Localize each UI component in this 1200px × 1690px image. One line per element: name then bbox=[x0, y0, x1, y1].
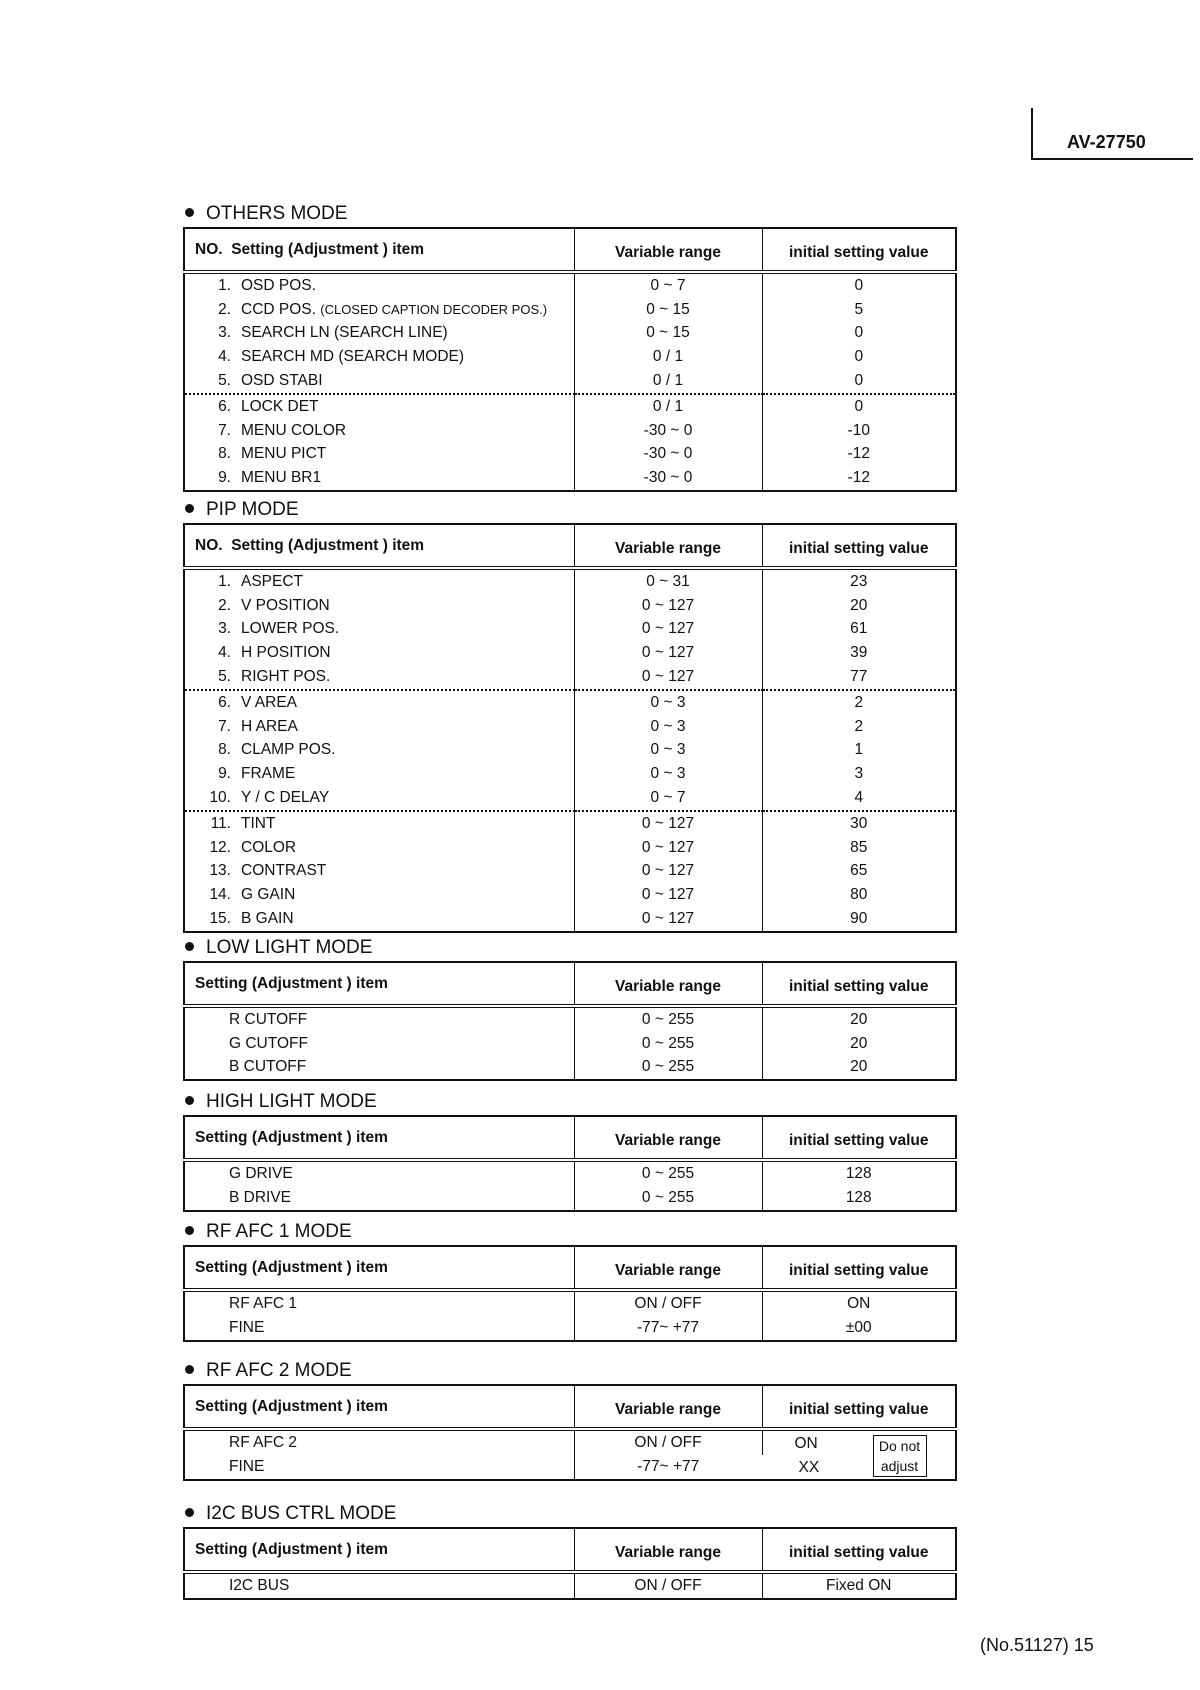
i2c-bus-ctrl-mode-section bbox=[183, 1501, 955, 1600]
column-header-initial: initial setting value bbox=[762, 1116, 956, 1160]
table-row: 14. G GAIN 0 ~ 127 80 bbox=[184, 883, 956, 907]
column-header-initial: initial setting value bbox=[762, 1528, 956, 1572]
column-header-item: Setting (Adjustment ) item bbox=[184, 962, 574, 1006]
others-mode-section bbox=[183, 201, 955, 492]
table-row: 1. OSD POS. 0 ~ 7 0 bbox=[184, 272, 956, 298]
low-light-mode-table bbox=[183, 961, 957, 1081]
do-not-adjust-note: Do not adjust bbox=[873, 1435, 927, 1477]
pip-mode-table bbox=[183, 523, 957, 933]
page-number: (No.51127) 15 bbox=[980, 1635, 1094, 1655]
rf-afc2-mode-section bbox=[183, 1358, 955, 1481]
bullet-icon bbox=[185, 504, 194, 513]
table-header-row bbox=[184, 1528, 956, 1572]
table-row: 6. LOCK DET 0 / 1 0 bbox=[184, 394, 956, 419]
table-header-row bbox=[184, 962, 956, 1006]
bullet-icon bbox=[185, 1226, 194, 1235]
afc2-on-value: ON bbox=[794, 1435, 818, 1452]
column-header-item: Setting (Adjustment ) item bbox=[184, 1246, 574, 1290]
table-row: 3. LOWER POS. 0 ~ 127 61 bbox=[184, 618, 956, 642]
section-title: HIGH LIGHT MODE bbox=[183, 1089, 955, 1115]
column-header-initial: initial setting value bbox=[762, 524, 956, 568]
column-header-range: Variable range bbox=[574, 524, 762, 568]
table-row: R CUTOFF 0 ~ 255 20 bbox=[184, 1006, 956, 1032]
table-row: G CUTOFF 0 ~ 255 20 bbox=[184, 1032, 956, 1056]
column-header-initial: initial setting value bbox=[762, 1246, 956, 1290]
table-header-row bbox=[184, 228, 956, 272]
column-header-initial: initial setting value bbox=[762, 228, 956, 272]
bullet-icon bbox=[185, 1365, 194, 1374]
column-header-range: Variable range bbox=[574, 1528, 762, 1572]
high-light-mode-table bbox=[183, 1115, 957, 1212]
table-row: 4. H POSITION 0 ~ 127 39 bbox=[184, 641, 956, 665]
section-title: RF AFC 1 MODE bbox=[183, 1219, 955, 1245]
column-header-item: Setting (Adjustment ) item bbox=[184, 1528, 574, 1572]
table-header-row bbox=[184, 1246, 956, 1290]
table-row: B CUTOFF 0 ~ 255 20 bbox=[184, 1056, 956, 1081]
bullet-icon bbox=[185, 942, 194, 951]
section-title: I2C BUS CTRL MODE bbox=[183, 1501, 955, 1527]
table-row: FINE -77~ +77 ±00 bbox=[184, 1316, 956, 1341]
afc2-fine-value: XX bbox=[798, 1459, 820, 1476]
table-row: 11. TINT 0 ~ 127 30 bbox=[184, 811, 956, 836]
column-header-item: NO. Setting (Adjustment ) item bbox=[184, 228, 574, 272]
i2c-bus-ctrl-mode-table bbox=[183, 1527, 957, 1600]
section-title: PIP MODE bbox=[183, 497, 955, 523]
table-row: 5. OSD STABI 0 / 1 0 bbox=[184, 369, 956, 394]
high-light-mode-section bbox=[183, 1089, 955, 1212]
table-row: RF AFC 2 ON / OFF ON XX Do not adjust bbox=[184, 1429, 956, 1455]
section-title: RF AFC 2 MODE bbox=[183, 1358, 955, 1384]
bullet-icon bbox=[185, 1508, 194, 1517]
table-header-row bbox=[184, 1116, 956, 1160]
bullet-icon bbox=[185, 208, 194, 217]
table-row: 9. MENU BR1 -30 ~ 0 -12 bbox=[184, 466, 956, 491]
table-row: 5. RIGHT POS. 0 ~ 127 77 bbox=[184, 665, 956, 690]
rf-afc1-mode-table bbox=[183, 1245, 957, 1342]
table-row: 10. Y / C DELAY 0 ~ 7 4 bbox=[184, 786, 956, 811]
column-header-item: NO. Setting (Adjustment ) item bbox=[184, 524, 574, 568]
column-header-initial: initial setting value bbox=[762, 962, 956, 1006]
table-row: FINE -77~ +77 bbox=[184, 1455, 956, 1480]
table-row: G DRIVE 0 ~ 255 128 bbox=[184, 1160, 956, 1186]
column-header-range: Variable range bbox=[574, 1116, 762, 1160]
table-row: 2. CCD POS. (CLOSED CAPTION DECODER POS.) 0 ~ 15 5 bbox=[184, 298, 956, 322]
column-header-range: Variable range bbox=[574, 228, 762, 272]
rf-afc2-mode-table bbox=[183, 1384, 957, 1481]
table-row: 8. MENU PICT -30 ~ 0 -12 bbox=[184, 443, 956, 467]
table-row: 12. COLOR 0 ~ 127 85 bbox=[184, 836, 956, 860]
bullet-icon bbox=[185, 1096, 194, 1105]
table-row: 15. B GAIN 0 ~ 127 90 bbox=[184, 907, 956, 932]
table-row: 7. MENU COLOR -30 ~ 0 -10 bbox=[184, 419, 956, 443]
column-header-range: Variable range bbox=[574, 962, 762, 1006]
table-row: 4. SEARCH MD (SEARCH MODE) 0 / 1 0 bbox=[184, 345, 956, 369]
table-header-row bbox=[184, 1385, 956, 1429]
model-number-block bbox=[1031, 108, 1193, 160]
table-row: RF AFC 1 ON / OFF ON bbox=[184, 1290, 956, 1316]
model-number: AV-27750 bbox=[1067, 132, 1146, 152]
column-header-initial: initial setting value bbox=[762, 1385, 956, 1429]
section-title: LOW LIGHT MODE bbox=[183, 935, 955, 961]
table-row: 2. V POSITION 0 ~ 127 20 bbox=[184, 594, 956, 618]
others-mode-table bbox=[183, 227, 957, 492]
rf-afc1-mode-section bbox=[183, 1219, 955, 1342]
table-header-row bbox=[184, 524, 956, 568]
column-header-item: Setting (Adjustment ) item bbox=[184, 1385, 574, 1429]
section-title: OTHERS MODE bbox=[183, 201, 955, 227]
table-row: 1. ASPECT 0 ~ 31 23 bbox=[184, 568, 956, 594]
table-row: 8. CLAMP POS. 0 ~ 3 1 bbox=[184, 739, 956, 763]
column-header-range: Variable range bbox=[574, 1385, 762, 1429]
low-light-mode-section bbox=[183, 935, 955, 1081]
column-header-item: Setting (Adjustment ) item bbox=[184, 1116, 574, 1160]
table-row: 9. FRAME 0 ~ 3 3 bbox=[184, 762, 956, 786]
column-header-range: Variable range bbox=[574, 1246, 762, 1290]
pip-mode-section bbox=[183, 497, 955, 933]
table-row: 3. SEARCH LN (SEARCH LINE) 0 ~ 15 0 bbox=[184, 322, 956, 346]
table-row: I2C BUS ON / OFF Fixed ON bbox=[184, 1572, 956, 1599]
table-row: 13. CONTRAST 0 ~ 127 65 bbox=[184, 860, 956, 884]
item-note: (CLOSED CAPTION DECODER POS.) bbox=[320, 301, 548, 317]
table-row: 6. V AREA 0 ~ 3 2 bbox=[184, 690, 956, 715]
table-row: B DRIVE 0 ~ 255 128 bbox=[184, 1186, 956, 1211]
table-row: 7. H AREA 0 ~ 3 2 bbox=[184, 715, 956, 739]
